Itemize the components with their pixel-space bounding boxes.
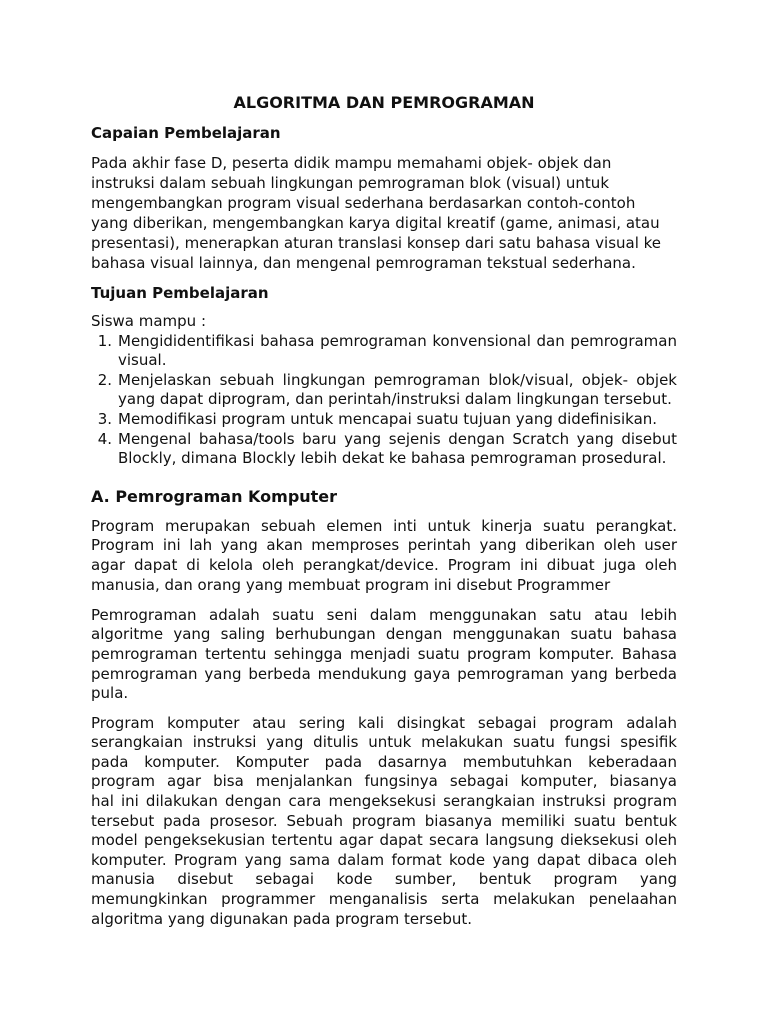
list-number: 2. — [97, 370, 112, 389]
text-line: bahasa visual lainnya, dan mengenal pemrograman tekstual sederhana. — [91, 254, 636, 272]
text-line: algoritme yang saling berhubungan dengan menggunakan suatu bahasa — [91, 625, 677, 644]
section-a-paragraph-2 — [91, 606, 677, 704]
text-line: hal ini dilakukan dengan cara mengeksekusi serangkaian instruksi program — [91, 792, 677, 811]
text-line: pemrograman yang berbeda mendukung gaya pemrograman yang berbeda — [91, 664, 677, 683]
text-line: yang diberikan, mengembangkan karya digital kreatif (game, animasi, atau — [91, 214, 660, 232]
list-number: 3. — [97, 409, 112, 428]
text-line: serangkaian instruksi yang ditulis untuk melakukan suatu fungsi spesifik — [91, 733, 677, 752]
text-line: manusia disebut sebagai kode sumber, bentuk program yang — [91, 870, 677, 889]
page-title: ALGORITMA DAN PEMROGRAMAN — [233, 93, 535, 112]
text-line: Pada akhir fase D, peserta didik mampu memahami objek- objek dan — [91, 154, 612, 172]
capaian-paragraph — [91, 153, 677, 273]
text-line: mengembangkan program visual sederhana berdasarkan contoh-contoh — [91, 194, 636, 212]
text-line: instruksi dalam sebuah lingkungan pemrograman blok (visual) untuk — [91, 174, 610, 192]
text-line: agar dapat di kelola oleh perangkat/device. Program ini dibuat juga oleh — [91, 555, 677, 574]
text-line: presentasi), menerapkan aturan translasi konsep dari satu bahasa visual ke — [91, 234, 662, 252]
section-a-paragraph-3 — [91, 714, 677, 930]
text-line: Program merupakan sebuah elemen inti untuk kinerja suatu perangkat. — [91, 516, 677, 535]
list-number: 4. — [97, 429, 112, 448]
text-line: yang dapat diprogram, dan perintah/instruksi dalam lingkungan tersebut. — [118, 390, 672, 409]
text-line: komputer. Program yang sama dalam format kode yang dapat dibaca oleh — [91, 850, 677, 869]
text-line: Mengididentifikasi bahasa pemrograman konvensional dan pemrograman — [118, 331, 677, 350]
text-line: pula. — [91, 684, 129, 703]
list-item — [91, 430, 677, 469]
text-line: Program komputer atau sering kali disingkat sebagai program adalah — [91, 713, 677, 732]
text-line: pemrograman tertentu sehingga menjadi suatu program komputer. Bahasa — [91, 644, 677, 663]
text-line: Blockly, dimana Blockly lebih dekat ke bahasa pemrograman prosedural. — [118, 449, 667, 468]
capaian-heading: Capaian Pembelajaran — [91, 124, 281, 142]
text-line: manusia, dan orang yang membuat program ini disebut Programmer — [91, 575, 611, 594]
text-line: program agar bisa menjalankan fungsinya sebagai komputer, biasanya — [91, 772, 677, 791]
tujuan-heading: Tujuan Pembelajaran — [91, 284, 269, 302]
text-line: memungkinkan programmer menganalisis serta melakukan penelaahan — [91, 890, 677, 909]
text-line: Program ini lah yang akan memproses perintah yang diberikan oleh user — [91, 536, 677, 555]
text-line: model pengeksekusian tertentu agar dapat secara langsung dieksekusi oleh — [91, 831, 677, 850]
text-line: Mengenal bahasa/tools baru yang sejenis dengan Scratch yang disebut — [118, 429, 677, 448]
text-line: Memodifikasi program untuk mencapai suatu tujuan yang didefinisikan. — [118, 409, 658, 428]
list-item — [91, 332, 677, 371]
text-line: Menjelaskan sebuah lingkungan pemrograman blok/visual, objek- objek — [118, 370, 677, 389]
list-item — [91, 371, 677, 410]
section-a-heading: A. Pemrograman Komputer — [91, 486, 338, 506]
section-a-paragraph-1 — [91, 517, 677, 595]
list-item — [91, 410, 677, 430]
document-body — [91, 93, 677, 939]
text-line: algoritma yang digunakan pada program tersebut. — [91, 909, 473, 928]
text-line: pada komputer. Komputer pada dasarnya membutuhkan keberadaan — [91, 752, 677, 771]
list-number: 1. — [97, 331, 112, 350]
text-line: Pemrograman adalah suatu seni dalam menggunakan satu atau lebih — [91, 605, 677, 624]
text-line: visual. — [118, 351, 167, 370]
tujuan-intro: Siswa mampu : — [91, 312, 206, 330]
text-line: tersebut pada prosesor. Sebuah program biasanya memiliki suatu bentuk — [91, 811, 677, 830]
tujuan-list — [91, 332, 677, 469]
